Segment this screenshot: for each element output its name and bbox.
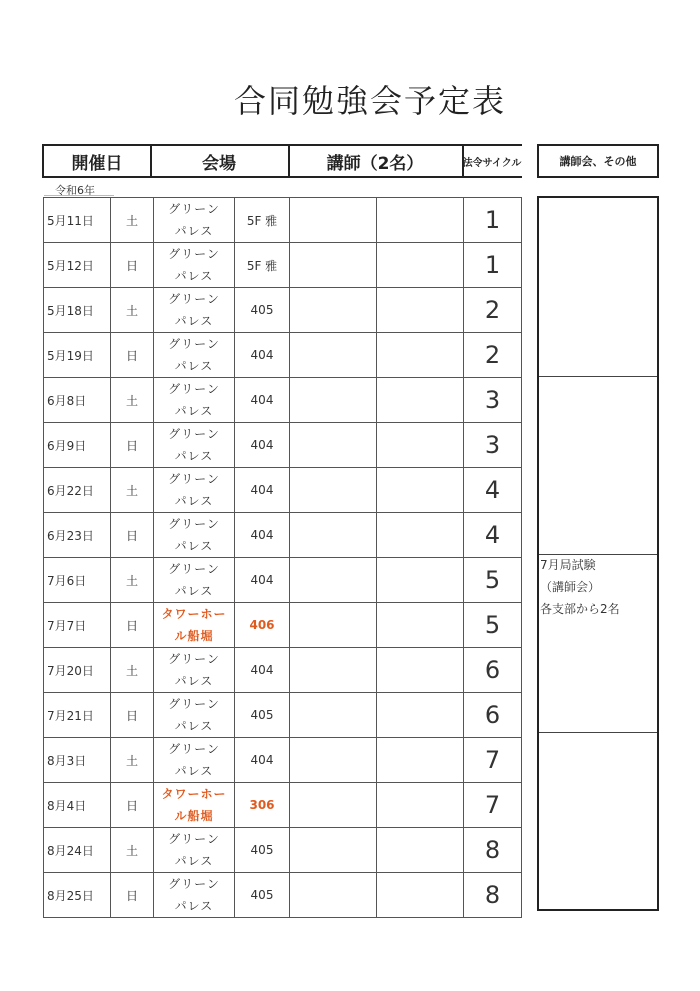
date-cell: 6月22日 — [44, 468, 111, 513]
venue-cell — [154, 738, 235, 783]
weekday-cell: 日 — [111, 693, 154, 738]
side-divider — [539, 376, 657, 377]
venue-line-1: グリーン — [168, 292, 220, 306]
venue-cell — [154, 333, 235, 378]
venue-cell — [154, 648, 235, 693]
cycle-cell: 1 — [464, 198, 522, 243]
venue-cell — [154, 603, 235, 648]
cycle-cell: 2 — [464, 288, 522, 333]
venue-line-1: タワーホー — [161, 787, 227, 801]
cycle-cell: 1 — [464, 243, 522, 288]
date-cell: 5月12日 — [44, 243, 111, 288]
venue-cell — [154, 693, 235, 738]
venue-line-2: パレス — [174, 224, 214, 238]
lecturer-cell-1 — [290, 558, 377, 603]
date-cell: 5月19日 — [44, 333, 111, 378]
venue-cell — [154, 783, 235, 828]
venue-line-2: パレス — [174, 314, 214, 328]
weekday-cell: 土 — [111, 738, 154, 783]
header-date: 開催日 — [42, 144, 152, 178]
table-row — [44, 873, 522, 918]
weekday-cell: 日 — [111, 423, 154, 468]
venue-cell — [154, 423, 235, 468]
venue-cell — [154, 288, 235, 333]
table-row — [44, 423, 522, 468]
lecturer-cell-1 — [290, 828, 377, 873]
lecturer-cell-1 — [290, 378, 377, 423]
cycle-cell: 5 — [464, 603, 522, 648]
venue-line-2: パレス — [174, 674, 214, 688]
lecturer-cell-2 — [377, 468, 464, 513]
table-row — [44, 468, 522, 513]
cycle-cell: 8 — [464, 873, 522, 918]
venue-line-2: パレス — [174, 584, 214, 598]
lecturer-cell-2 — [377, 693, 464, 738]
lecturer-cell-1 — [290, 603, 377, 648]
room-cell: 405 — [235, 828, 290, 873]
venue-cell — [154, 243, 235, 288]
table-row — [44, 738, 522, 783]
room-cell: 5F 雅 — [235, 198, 290, 243]
venue-cell — [154, 198, 235, 243]
lecturer-cell-2 — [377, 558, 464, 603]
table-row — [44, 693, 522, 738]
lecturer-cell-2 — [377, 198, 464, 243]
table-row — [44, 513, 522, 558]
venue-line-2: パレス — [174, 269, 214, 283]
venue-cell — [154, 513, 235, 558]
venue-cell — [154, 873, 235, 918]
cycle-cell: 4 — [464, 513, 522, 558]
venue-line-2: パレス — [174, 854, 214, 868]
room-cell: 404 — [235, 333, 290, 378]
lecturer-cell-1 — [290, 468, 377, 513]
lecturer-cell-1 — [290, 243, 377, 288]
lecturer-cell-1 — [290, 198, 377, 243]
venue-line-2: パレス — [174, 764, 214, 778]
page-title: 合同勉強会予定表 — [233, 82, 506, 120]
room-cell: 405 — [235, 693, 290, 738]
date-cell: 8月24日 — [44, 828, 111, 873]
era-label: 令和6年 — [55, 184, 95, 197]
room-cell: 404 — [235, 378, 290, 423]
lecturer-cell-2 — [377, 828, 464, 873]
venue-line-1: グリーン — [168, 382, 220, 396]
venue-cell — [154, 378, 235, 423]
table-row — [44, 558, 522, 603]
lecturer-cell-2 — [377, 333, 464, 378]
header-side: 講師会、その他 — [537, 144, 659, 178]
venue-line-1: グリーン — [168, 562, 220, 576]
side-divider — [539, 732, 657, 733]
venue-line-1: グリーン — [168, 742, 220, 756]
weekday-cell: 日 — [111, 243, 154, 288]
venue-line-2: ル船堀 — [174, 629, 214, 643]
venue-cell — [154, 828, 235, 873]
cycle-cell: 7 — [464, 783, 522, 828]
table-row — [44, 378, 522, 423]
venue-line-2: パレス — [174, 359, 214, 373]
venue-line-1: グリーン — [168, 832, 220, 846]
venue-line-2: パレス — [174, 404, 214, 418]
room-cell: 404 — [235, 558, 290, 603]
room-cell: 405 — [235, 288, 290, 333]
table-row — [44, 603, 522, 648]
side-note-line: （講師会） — [540, 580, 601, 594]
table-row — [44, 648, 522, 693]
date-cell: 8月4日 — [44, 783, 111, 828]
room-cell: 405 — [235, 873, 290, 918]
lecturer-cell-1 — [290, 288, 377, 333]
lecturer-cell-1 — [290, 693, 377, 738]
cycle-cell: 6 — [464, 693, 522, 738]
era-underline — [44, 195, 114, 196]
venue-line-1: グリーン — [168, 697, 220, 711]
cycle-cell: 5 — [464, 558, 522, 603]
lecturer-cell-2 — [377, 603, 464, 648]
cycle-cell: 3 — [464, 423, 522, 468]
room-cell: 404 — [235, 738, 290, 783]
room-cell: 406 — [235, 603, 290, 648]
weekday-cell: 日 — [111, 513, 154, 558]
lecturer-cell-1 — [290, 333, 377, 378]
weekday-cell: 日 — [111, 873, 154, 918]
schedule-table — [43, 197, 522, 918]
venue-line-2: パレス — [174, 539, 214, 553]
date-cell: 5月18日 — [44, 288, 111, 333]
room-cell: 404 — [235, 513, 290, 558]
cycle-cell: 2 — [464, 333, 522, 378]
venue-line-2: パレス — [174, 899, 214, 913]
lecturer-cell-2 — [377, 783, 464, 828]
lecturer-cell-1 — [290, 783, 377, 828]
lecturer-cell-2 — [377, 738, 464, 783]
lecturer-cell-1 — [290, 738, 377, 783]
lecturer-cell-1 — [290, 648, 377, 693]
cycle-cell: 6 — [464, 648, 522, 693]
room-cell: 404 — [235, 648, 290, 693]
venue-line-2: パレス — [174, 719, 214, 733]
date-cell: 8月3日 — [44, 738, 111, 783]
lecturer-cell-1 — [290, 423, 377, 468]
venue-cell — [154, 558, 235, 603]
table-row — [44, 288, 522, 333]
venue-line-2: パレス — [174, 494, 214, 508]
room-cell: 306 — [235, 783, 290, 828]
venue-line-1: グリーン — [168, 652, 220, 666]
venue-line-1: グリーン — [168, 877, 220, 891]
side-note — [540, 554, 620, 620]
weekday-cell: 土 — [111, 468, 154, 513]
date-cell: 6月23日 — [44, 513, 111, 558]
date-cell: 7月21日 — [44, 693, 111, 738]
lecturer-cell-1 — [290, 513, 377, 558]
side-note-line: 7月局試験 — [540, 558, 596, 572]
date-cell: 7月7日 — [44, 603, 111, 648]
lecturer-cell-2 — [377, 378, 464, 423]
venue-line-1: グリーン — [168, 247, 220, 261]
table-row — [44, 198, 522, 243]
date-cell: 7月6日 — [44, 558, 111, 603]
table-row — [44, 828, 522, 873]
lecturer-cell-1 — [290, 873, 377, 918]
weekday-cell: 土 — [111, 378, 154, 423]
venue-line-1: グリーン — [168, 472, 220, 486]
weekday-cell: 土 — [111, 198, 154, 243]
venue-line-1: タワーホー — [161, 607, 227, 621]
venue-line-1: グリーン — [168, 427, 220, 441]
lecturer-cell-2 — [377, 243, 464, 288]
weekday-cell: 日 — [111, 603, 154, 648]
lecturer-cell-2 — [377, 513, 464, 558]
room-cell: 404 — [235, 423, 290, 468]
cycle-cell: 3 — [464, 378, 522, 423]
venue-line-1: グリーン — [168, 517, 220, 531]
cycle-cell: 8 — [464, 828, 522, 873]
side-notes-box — [537, 196, 659, 911]
schedule-body — [44, 198, 522, 918]
cycle-cell: 7 — [464, 738, 522, 783]
header-lecturer: 講師（2名） — [288, 144, 464, 178]
venue-line-1: グリーン — [168, 202, 220, 216]
date-cell: 6月8日 — [44, 378, 111, 423]
venue-line-1: グリーン — [168, 337, 220, 351]
weekday-cell: 日 — [111, 333, 154, 378]
room-cell: 5F 雅 — [235, 243, 290, 288]
venue-line-2: パレス — [174, 449, 214, 463]
cycle-cell: 4 — [464, 468, 522, 513]
side-note-line: 各支部から2名 — [540, 602, 620, 616]
table-row — [44, 783, 522, 828]
date-cell: 5月11日 — [44, 198, 111, 243]
lecturer-cell-2 — [377, 423, 464, 468]
weekday-cell: 土 — [111, 648, 154, 693]
lecturer-cell-2 — [377, 648, 464, 693]
venue-line-2: ル船堀 — [174, 809, 214, 823]
lecturer-cell-2 — [377, 288, 464, 333]
header-cycle: 法令サイクル — [462, 144, 522, 178]
room-cell: 404 — [235, 468, 290, 513]
date-cell: 6月9日 — [44, 423, 111, 468]
weekday-cell: 日 — [111, 783, 154, 828]
table-row — [44, 333, 522, 378]
date-cell: 7月20日 — [44, 648, 111, 693]
table-row — [44, 243, 522, 288]
weekday-cell: 土 — [111, 288, 154, 333]
date-cell: 8月25日 — [44, 873, 111, 918]
weekday-cell: 土 — [111, 828, 154, 873]
header-venue: 会場 — [150, 144, 290, 178]
weekday-cell: 土 — [111, 558, 154, 603]
venue-cell — [154, 468, 235, 513]
lecturer-cell-2 — [377, 873, 464, 918]
